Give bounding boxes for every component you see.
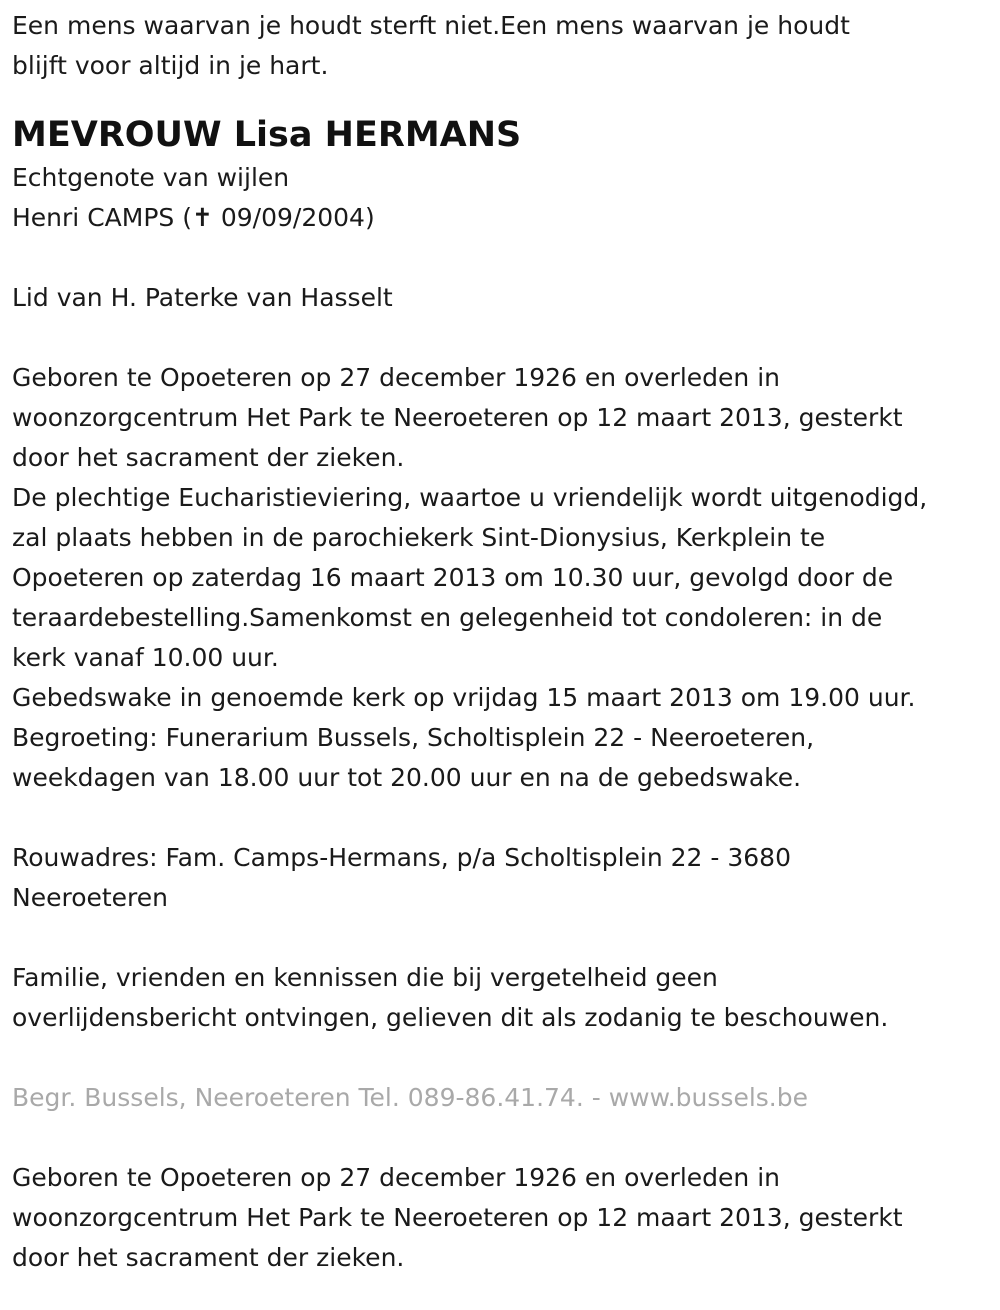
announcement-line: Gebedswake in genoemde kerk op vrijdag 15 maart 2013 om 19.00 uur. bbox=[12, 683, 916, 712]
spacer bbox=[12, 238, 988, 278]
announcement-line: Geboren te Opoeteren op 27 december 1926 en overleden in bbox=[12, 363, 780, 392]
spouse-line: Henri CAMPS (✝ 09/09/2004) bbox=[12, 203, 375, 232]
address-line: Neeroeteren bbox=[12, 883, 169, 912]
motto-line: Een mens waarvan je houdt sterft niet.Een mens waarvan je houdt bbox=[12, 11, 850, 40]
motto bbox=[12, 6, 988, 86]
notice-line: Familie, vrienden en kennissen die bij vergetelheid geen bbox=[12, 963, 718, 992]
deceased-name: MEVROUW Lisa HERMANS bbox=[12, 115, 522, 155]
spouse-info bbox=[12, 158, 988, 238]
announcement-line: Begroeting: Funerarium Bussels, Scholtisplein 22 - Neeroeteren, bbox=[12, 723, 815, 752]
announcement-repeat bbox=[12, 1158, 988, 1278]
announcement-line: weekdagen van 18.00 uur tot 20.00 uur en na de gebedswake. bbox=[12, 763, 802, 792]
announcement-line: kerk vanaf 10.00 uur. bbox=[12, 643, 279, 672]
spacer bbox=[12, 318, 988, 358]
announcement bbox=[12, 358, 988, 798]
obituary-page bbox=[0, 6, 1000, 1310]
spouse-line: Echtgenote van wijlen bbox=[12, 163, 290, 192]
repeat-line: woonzorgcentrum Het Park te Neeroeteren op 12 maart 2013, gesterkt bbox=[12, 1203, 903, 1232]
spacer bbox=[12, 798, 988, 838]
spacer bbox=[12, 1038, 988, 1078]
repeat-line: Geboren te Opoeteren op 27 december 1926 en overleden in bbox=[12, 1163, 780, 1192]
announcement-line: zal plaats hebben in de parochiekerk Sint-Dionysius, Kerkplein te bbox=[12, 523, 826, 552]
spacer bbox=[12, 1118, 988, 1158]
motto-line: blijft voor altijd in je hart. bbox=[12, 51, 329, 80]
announcement-line: teraardebestelling.Samenkomst en gelegenheid tot condoleren: in de bbox=[12, 603, 883, 632]
funeral-home-footer: Begr. Bussels, Neeroeteren Tel. 089-86.41.74. - www.bussels.be bbox=[12, 1083, 808, 1112]
spacer bbox=[12, 918, 988, 958]
announcement-line: door het sacrament der zieken. bbox=[12, 443, 405, 472]
membership: Lid van H. Paterke van Hasselt bbox=[12, 283, 393, 312]
announcement-line: De plechtige Eucharistieviering, waartoe u vriendelijk wordt uitgenodigd, bbox=[12, 483, 928, 512]
announcement-line: woonzorgcentrum Het Park te Neeroeteren op 12 maart 2013, gesterkt bbox=[12, 403, 903, 432]
repeat-line: door het sacrament der zieken. bbox=[12, 1243, 405, 1272]
address-line: Rouwadres: Fam. Camps-Hermans, p/a Scholtisplein 22 - 3680 bbox=[12, 843, 791, 872]
notice-line: overlijdensbericht ontvingen, gelieven dit als zodanig te beschouwen. bbox=[12, 1003, 889, 1032]
family-notice bbox=[12, 958, 988, 1038]
mourning-address bbox=[12, 838, 988, 918]
announcement-line: Opoeteren op zaterdag 16 maart 2013 om 10.30 uur, gevolgd door de bbox=[12, 563, 894, 592]
